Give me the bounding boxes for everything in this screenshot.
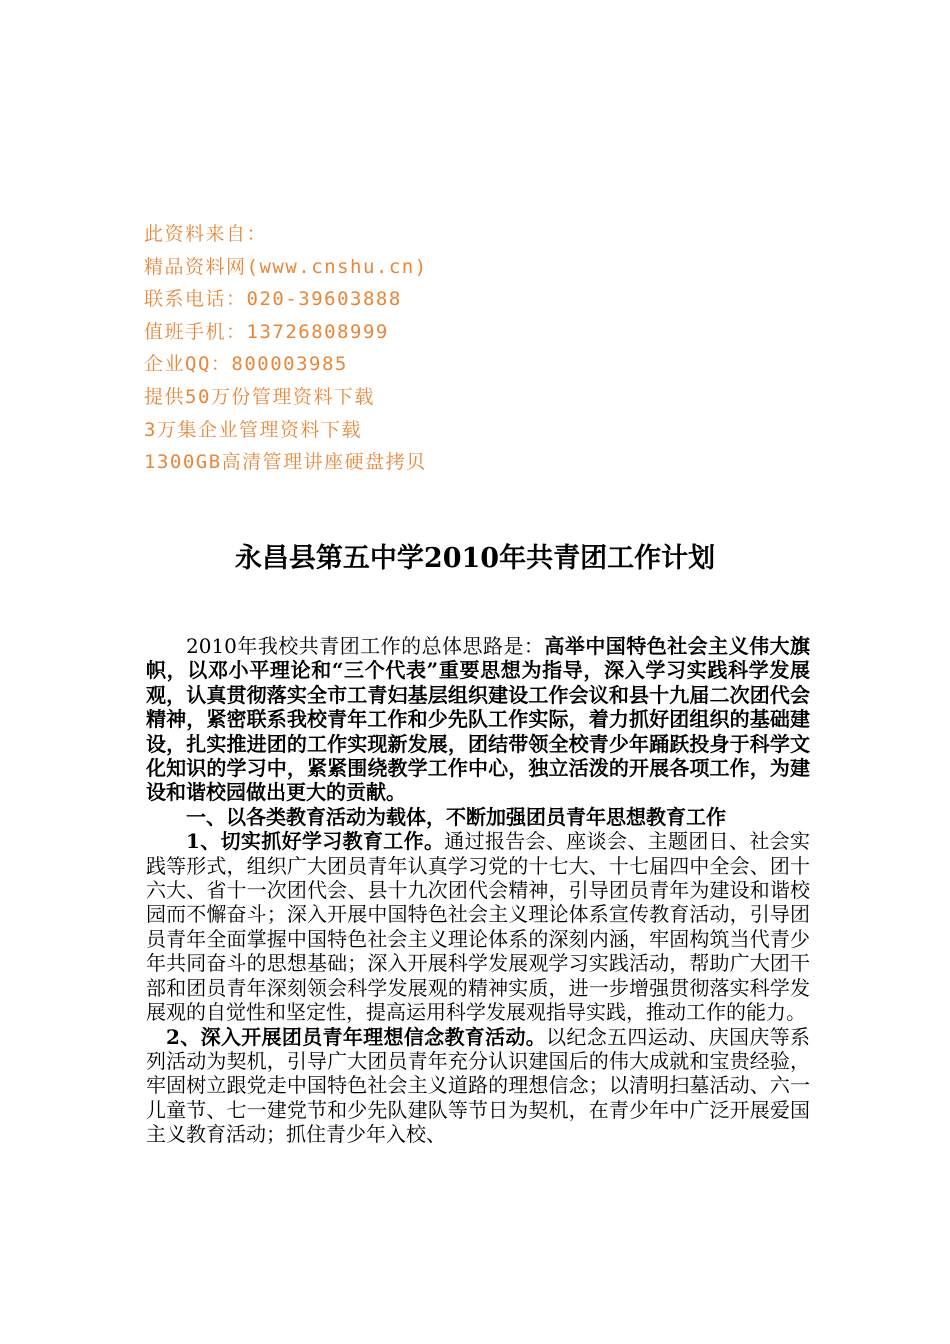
document-body [146, 634, 810, 1147]
intro-lead: 2010年我校共青团工作的总体思路是： [186, 634, 545, 658]
source-info-block [144, 218, 428, 479]
source-line-offer-2: 3万集企业管理资料下载 [144, 418, 362, 441]
source-line-phone: 联系电话：020-39603888 [144, 288, 402, 311]
intro-guideline: 高举中国特色社会主义伟大旗帜，以邓小平理论和“三个代表”重要思想为指导，深入学习实践科学发展观，认真贯彻落实全市工青妇基层组织建设工作会议和县十九届二次团代会精神，紧密联系我校青年工作和少先队工作实际，着力抓好团组织的基础建设，扎实推进团的工作实现新发展，团结带领全校青少年踊跃投身于科学文化知识的学习中，紧紧围绕教学工作中心，独立活泼的开展各项工作，为建设和谐校园做出更大的贡献。 [146, 634, 811, 805]
document-title: 永昌县第五中学2010年共青团工作计划 [234, 543, 716, 574]
source-line-origin: 此资料来自： [144, 223, 268, 245]
item-1-paragraph [146, 829, 810, 1024]
item-1-heading: 1、切实抓好学习教育工作。 [186, 829, 445, 854]
source-line-qq: 企业QQ：800003985 [144, 353, 348, 376]
item-2-paragraph [146, 1025, 810, 1147]
source-line-offer-1: 提供50万份管理资料下载 [144, 385, 375, 408]
section-1-heading: 一、以各类教育活动为载体，不断加强团员青年思想教育工作 [186, 804, 726, 829]
item-2-heading: 2、深入开展团员青年理想信念教育活动。 [166, 1024, 547, 1049]
source-line-mobile: 值班手机：13726808999 [144, 320, 389, 343]
source-line-website: 精品资料网(www.cnshu.cn) [144, 255, 428, 278]
item-1-body: 通过报告会、座谈会、主题团日、社会实践等形式，组织广大团员青年认真学习党的十七大、十七届四中全会、团十六大、省十一次团代会、县十九次团代会精神，引导团员青年为建设和谐校园而不懈奋斗；深入开展中国特色社会主义理论体系宣传教育活动，引导团员青年全面掌握中国特色社会主义理论体系的深刻内涵，牢固构筑当代青少年共同奋斗的思想基础；深入开展科学发展观学习实践活动，帮助广大团干部和团员青年深刻领会科学发展观的精神实质，进一步增强贯彻落实科学发展观的自觉性和坚定性，提高运用科学发展观指导实践，推动工作的能力。 [146, 829, 811, 1025]
intro-paragraph [146, 634, 810, 805]
item-2-body: 以纪念五四运动、庆国庆等系列活动为契机，引导广大团员青年充分认识建国后的伟大成就和宝贵经验，牢固树立跟党走中国特色社会主义道路的理想信念；以清明扫墓活动、六一儿童节、七一建党节和少先队建队等节日为契机，在青少年中广泛开展爱国主义教育活动；抓住青少年入校、 [146, 1024, 810, 1147]
source-line-offer-3: 1300GB高清管理讲座硬盘拷贝 [144, 451, 427, 474]
